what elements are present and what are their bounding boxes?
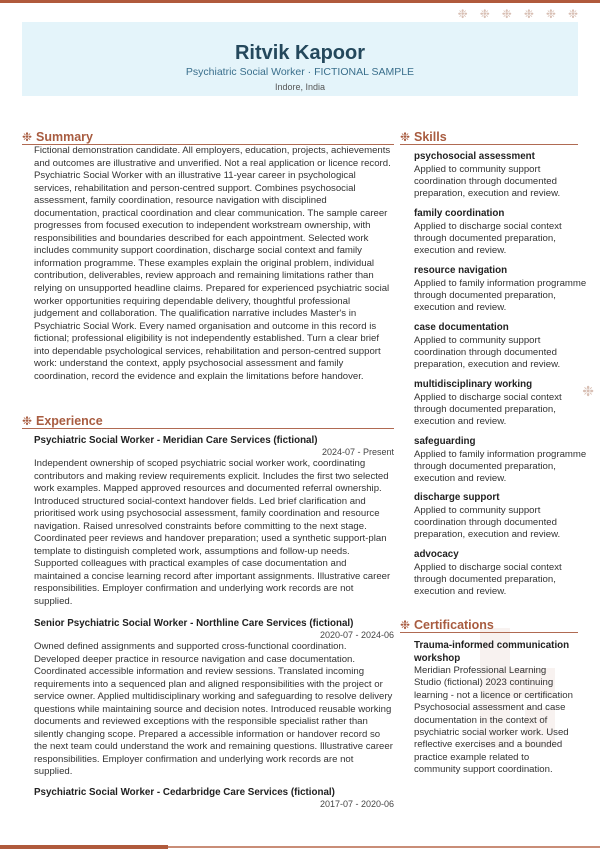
skill-item — [414, 549, 592, 599]
skill-name: resource navigation — [414, 265, 508, 276]
skill-description: Applied to discharge social context through documented preparation, execution and review. — [414, 220, 562, 257]
job-dates: 2020-07 - 2024-06 — [319, 630, 394, 640]
ornament-row-icon: ❉❉❉❉❉❉ — [457, 7, 590, 21]
experience-title: Experience — [36, 414, 103, 428]
skill-description: Applied to family information programme through documented preparation, execution and review. — [414, 277, 587, 314]
skill-item — [414, 151, 592, 201]
skill-item — [414, 265, 592, 315]
summary-title: Summary — [36, 130, 93, 144]
resume-header — [22, 22, 578, 96]
skill-name: family coordination — [414, 208, 505, 219]
skill-item — [414, 436, 592, 486]
skill-name: safeguarding — [414, 436, 476, 447]
skill-description: Applied to discharge social context through documented preparation, execution and review. — [414, 561, 562, 598]
job-title: Psychiatric Social Worker - Cedarbridge Care Services (fictional) — [34, 787, 335, 798]
skill-description: Applied to community support coordination through documented preparation, execution and review. — [414, 334, 561, 371]
certification-item — [414, 640, 574, 777]
ornament-icon: ❉ — [400, 130, 411, 144]
certifications-title: Certifications — [414, 618, 494, 632]
ornament-icon: ❉ — [22, 414, 33, 428]
skill-name: psychosocial assessment — [414, 151, 535, 162]
summary-text: Fictional demonstration candidate. All employers, education, projects, achievements and outcomes are illustrative and unverified. Not a real application or licence record. Psychiatric Social Worker with an illustrative 11-year career in psychological services, rehabilitation and person-centred support. Combines psychosocial assessment, family coordination, resource navigation with disciplined documentation, practical coordination and clear communication. The sample career progresses from focused execution to independent workstream ownership, with responsibilities and boundaries described for each appointment. Selected work includes community support coordination, discharge social context and family information programme. These examples explain the original problem, individual contribution, deliverables, review approach and remaining limitations rather than relying on unsupported headline claims. Prepared for experienced psychiatric social worker opportunities requiring dependable delivery, thoughtful professional judgement and collaboration. The qualification narrative includes Master's in Psychiatric Social Work. Every named organisation and outcome in this record is fictional; professional eligibility is not independently established. Turn a clear brief into dependable psychological services, rehabilitation and person-centred support work: understand the context, apply psychosocial assessment and family coordination, record the evidence and explain the limitations before handover. — [34, 145, 391, 382]
job-title: Senior Psychiatric Social Worker - Northline Care Services (fictional) — [34, 618, 354, 629]
job-title: Psychiatric Social Worker - Meridian Care Services (fictional) — [34, 435, 318, 446]
top-accent-bar — [0, 0, 600, 3]
skill-name: discharge support — [414, 492, 500, 503]
job-entry — [34, 617, 394, 779]
skill-description: Applied to family information programme through documented preparation, execution and review. — [414, 448, 587, 485]
skill-name: case documentation — [414, 322, 509, 333]
skill-description: Applied to community support coordination through documented preparation, execution and review. — [414, 504, 561, 541]
certification-description: Meridian Professional Learning Studio (fictional) 2023 continuing learning - not a licence or certification Psychosocial assessment and case documentation in the context of psychiatric social worker work. Used reflective exercises and a bounded practice example related to community support coordination. — [414, 665, 573, 776]
ornament-icon: ❉ — [400, 618, 411, 632]
candidate-name: Ritvik Kapoor — [234, 42, 366, 64]
skill-name: multidisciplinary working — [414, 379, 533, 390]
skill-item — [414, 492, 592, 542]
bottom-accent-line — [168, 846, 600, 848]
skill-item — [414, 379, 592, 429]
skill-description: Applied to discharge social context through documented preparation, execution and review. — [414, 391, 562, 428]
job-description: Independent ownership of scoped psychiatric social worker work, coordinating contributors and making review requirements explicit. Includes the first two selected work examples. Mapped approved resources and documented referral ownership. Introduced structured social-context handover fields. Led brief clarification and prioritised work using psychosocial assessment, family coordination and resource navigation. Raised unresolved constraints before committing to the next stage. Coordinated peer reviews and handover preparation; used a synthetic support-plan template to distinguish completed work, assumptions and follow-up needs. Supported colleagues with practical examples of case documentation and maintained a concise learning record after important assignments. Illustrative career responsibilities. Employer confirmation and underlying work records are not supplied. — [34, 458, 391, 608]
skill-name: advocacy — [414, 549, 459, 560]
skill-description: Applied to community support coordination through documented preparation, execution and review. — [414, 163, 561, 200]
experience-heading — [22, 412, 394, 429]
candidate-location: Indore, India — [274, 82, 326, 92]
skills-heading — [400, 128, 578, 145]
certifications-heading — [400, 616, 578, 633]
skill-item — [414, 208, 592, 258]
ornament-icon: ❉ — [582, 383, 594, 399]
candidate-role: Psychiatric Social Worker · FICTIONAL SAMPLE — [185, 66, 415, 78]
ornament-icon: ❉ — [22, 130, 33, 144]
job-entry — [34, 786, 394, 810]
job-description: Owned defined assignments and supported cross-functional coordination. Developed deeper practice in resource navigation and case documentation. Coordinated accessible information and review sessions. Translated incoming requirements into a sequenced plan and aligned responsibilities with the project or service owner. Applied multidisciplinary working and safeguarding to resolve delivery questions while maintaining source and decision notes. Introduced reusable working documents and reviewed exceptions with the responsible specialist rather than silently changing scope. Prepared a accessible information or handover record so the next team could understand the work and remaining questions. Illustrative career responsibilities. Employer confirmation and underlying work records are not supplied. — [34, 641, 393, 778]
job-dates: 2017-07 - 2020-06 — [319, 799, 394, 809]
skill-item — [414, 322, 592, 372]
job-entry — [34, 434, 394, 609]
skills-title: Skills — [414, 130, 447, 144]
job-dates: 2024-07 - Present — [321, 447, 394, 457]
certification-name: Trauma-informed communication workshop — [414, 640, 570, 664]
summary-heading — [22, 128, 394, 145]
bottom-accent-bar — [0, 845, 168, 849]
